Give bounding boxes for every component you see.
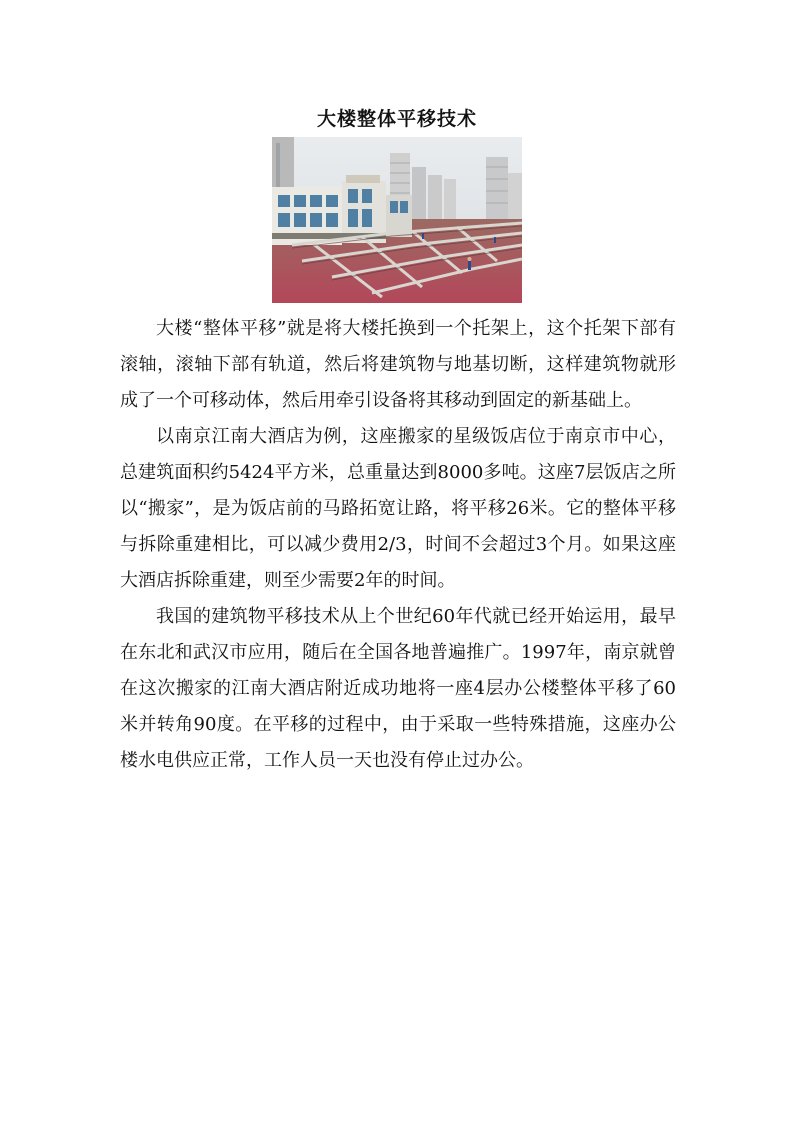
article-body [120, 311, 676, 779]
page-title: 大楼整体平移技术 [316, 108, 477, 130]
building-relocation-photo [272, 137, 522, 303]
paragraph-2: 以南京江南大酒店为例，这座搬家的星级饭店位于南京市中心，总建筑面积约5424平方米，总重量达到8000多吨。这座7层饭店之所以“搬家”，是为饭店前的马路拓宽让路，将平移26米。它的整体平移与拆除重建相比，可以减少费用2/3，时间不会超过3个月。如果这座大酒店拆除重建，则至少需要2年的时间。 [120, 426, 676, 591]
paragraph-3: 我国的建筑物平移技术从上个世纪60年代就已经开始运用，最早在东北和武汉市应用，随后在全国各地普遍推广。1997年，南京就曾在这次搬家的江南大酒店附近成功地将一座4层办公楼整体平移了60米并转角90度。在平移的过程中，由于采取一些特殊措施，这座办公楼水电供应正常，工作人员一天也没有停止过办公。 [120, 606, 676, 771]
paragraph-1: 大楼“整体平移”就是将大楼托换到一个托架上，这个托架下部有滚轴，滚轴下部有轨道，然后将建筑物与地基切断，这样建筑物就形成了一个可移动体，然后用牵引设备将其移动到固定的新基础上。 [120, 318, 676, 411]
